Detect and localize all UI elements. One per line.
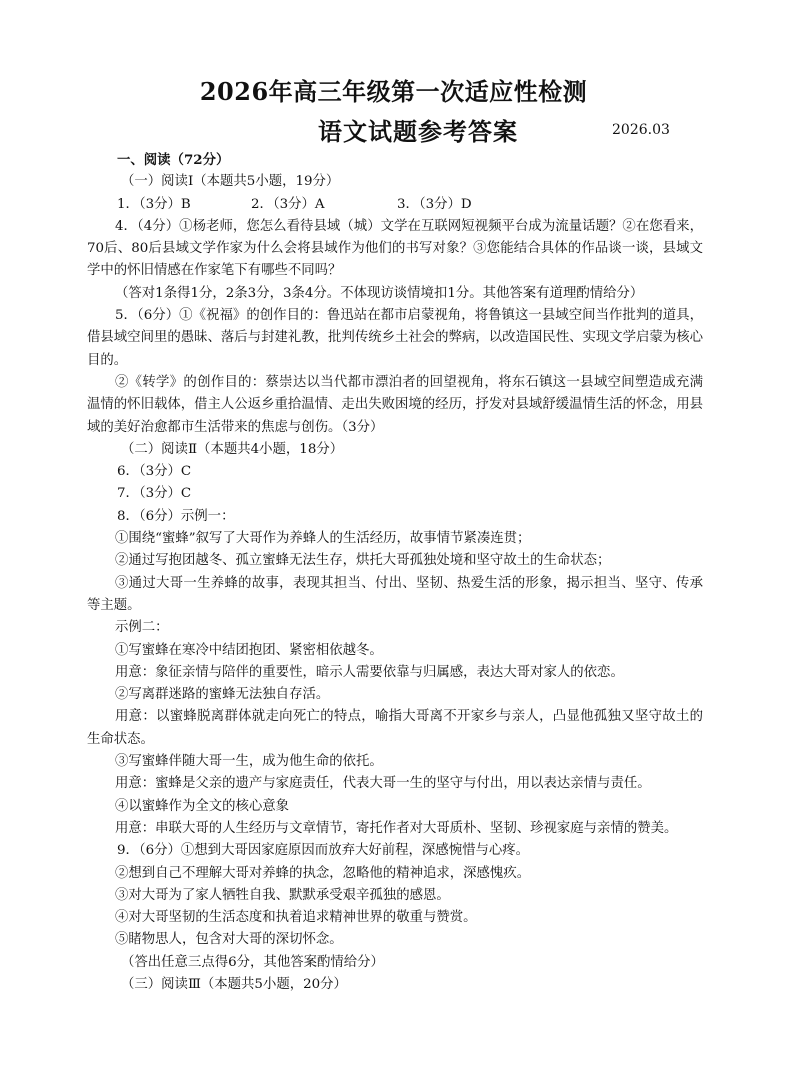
- answer-8-line: ③通过大哥一生养蜂的故事，表现其担当、付出、坚韧、热爱生活的形象，揭示担当、坚守、传承等主题。: [87, 575, 703, 613]
- document-date: 2026.03: [612, 122, 670, 138]
- answer-9-note: （答出任意三点得6分，其他答案酌情给分）: [121, 954, 384, 970]
- answer-8-example2: 示例二：: [115, 620, 169, 636]
- answer-6: 6．（3分）C: [117, 464, 192, 480]
- answer-8-item: ③写蜜蜂伴随大哥一生，成为他生命的依托。: [115, 754, 383, 770]
- answer-7: 7．（3分）C: [117, 486, 192, 502]
- answer-9-line: ⑤睹物思人，包含对大哥的深切怀念。: [115, 932, 343, 948]
- answer-9-line: ④对大哥坚韧的生活态度和执着追求精神世界的敬重与赞赏。: [115, 910, 477, 926]
- answer-body: [87, 149, 703, 996]
- answer-8: 8．（6分）示例一：: [117, 508, 235, 524]
- answer-8-line: ②通过写抱团越冬、孤立蜜蜂无法生存，烘托大哥孤独处境和坚守故土的生命状态；: [115, 553, 611, 569]
- answer-8-item-usage: 用意：象征亲情与陪伴的重要性，暗示人需要依靠与归属感，表达大哥对家人的依恋。: [115, 664, 624, 680]
- subsection-heading: （三）阅读Ⅲ（本题共5小题，20分）: [121, 976, 347, 992]
- answer-9-line: ②想到自己不理解大哥对养蜂的执念，忽略他的精神追求，深感愧疚。: [115, 865, 531, 881]
- answer-2: 2．（3分）A: [251, 196, 325, 212]
- answer-8-item-usage: 用意：蜜蜂是父亲的遗产与家庭责任，代表大哥一生的坚守与付出，用以表达亲情与责任。: [115, 776, 651, 792]
- answer-row-1-3: [87, 194, 703, 216]
- answer-9-line: ③对大哥为了家人牺牲自我、默默承受艰辛孤独的感恩。: [115, 887, 450, 903]
- answer-1: 1．（3分）B: [117, 196, 191, 212]
- subsection-heading: （二）阅读Ⅱ（本题共4小题，18分）: [121, 441, 344, 457]
- answer-8-item-usage: 用意：串联大哥的人生经历与文章情节，寄托作者对大哥质朴、坚韧、珍视家庭与亲情的赞美。: [115, 820, 678, 836]
- page-title: 2026年高三年级第一次适应性检测: [199, 77, 588, 106]
- answer-5-part1: 5．（6分）①《祝福》的创作目的：鲁迅站在都市启蒙视角，将鲁镇这一县域空间当作批判的道具，借县域空间里的愚昧、落后与封建礼教，批判传统乡土社会的弊病，以改造国民性、实现文学启蒙为核心目的。: [87, 308, 703, 368]
- answer-4-note: （答对1条得1分，2条3分，3条4分。不体现访谈情境扣1分。其他答案有道理酌情给分）: [115, 285, 644, 301]
- subsection-heading: （一）阅读Ⅰ（本题共5小题，19分）: [121, 174, 340, 190]
- answer-8-item: ④以蜜蜂作为全文的核心意象: [115, 798, 290, 814]
- answer-3: 3．（3分）D: [397, 196, 472, 212]
- section-heading: 一、阅读（72分）: [117, 152, 230, 168]
- page-subtitle: 语文试题参考答案: [318, 117, 518, 146]
- answer-8-line: ①围绕“蜜蜂”叙写了大哥作为养蜂人的生活经历，故事情节紧凑连贯；: [115, 531, 531, 547]
- answer-8-item: ①写蜜蜂在寒冷中结团抱团、紧密相依越冬。: [115, 642, 383, 658]
- answer-8-item-usage: 用意：以蜜蜂脱离群体就走向死亡的特点，喻指大哥离不开家乡与亲人，凸显他孤独又坚守故土的生命状态。: [87, 709, 703, 747]
- answer-9: 9．（6分）①想到大哥因家庭原因而放弃大好前程，深感惋惜与心疼。: [117, 843, 530, 859]
- answer-8-item: ②写离群迷路的蜜蜂无法独自存活。: [115, 687, 330, 703]
- answer-5-part2: ②《转学》的创作目的：蔡崇达以当代都市漂泊者的回望视角，将东石镇这一县域空间塑造成充满温情的怀旧载体，借主人公返乡重拾温情、走出失败困境的经历，抒发对县域舒缓温情生活的怀念，用县域的美好治愈都市生活带来的焦虑与创伤。（3分）: [87, 374, 703, 435]
- answer-4: 4．（4分）①杨老师，您怎么看待县域（城）文学在互联网短视频平台成为流量话题？②在您看来，70后、80后县域文学作家为什么会将县域作为他们的书写对象？③您能结合具体的作品谈一谈，县域文学中的怀旧情感在作家笔下有哪些不同吗？: [87, 218, 703, 279]
